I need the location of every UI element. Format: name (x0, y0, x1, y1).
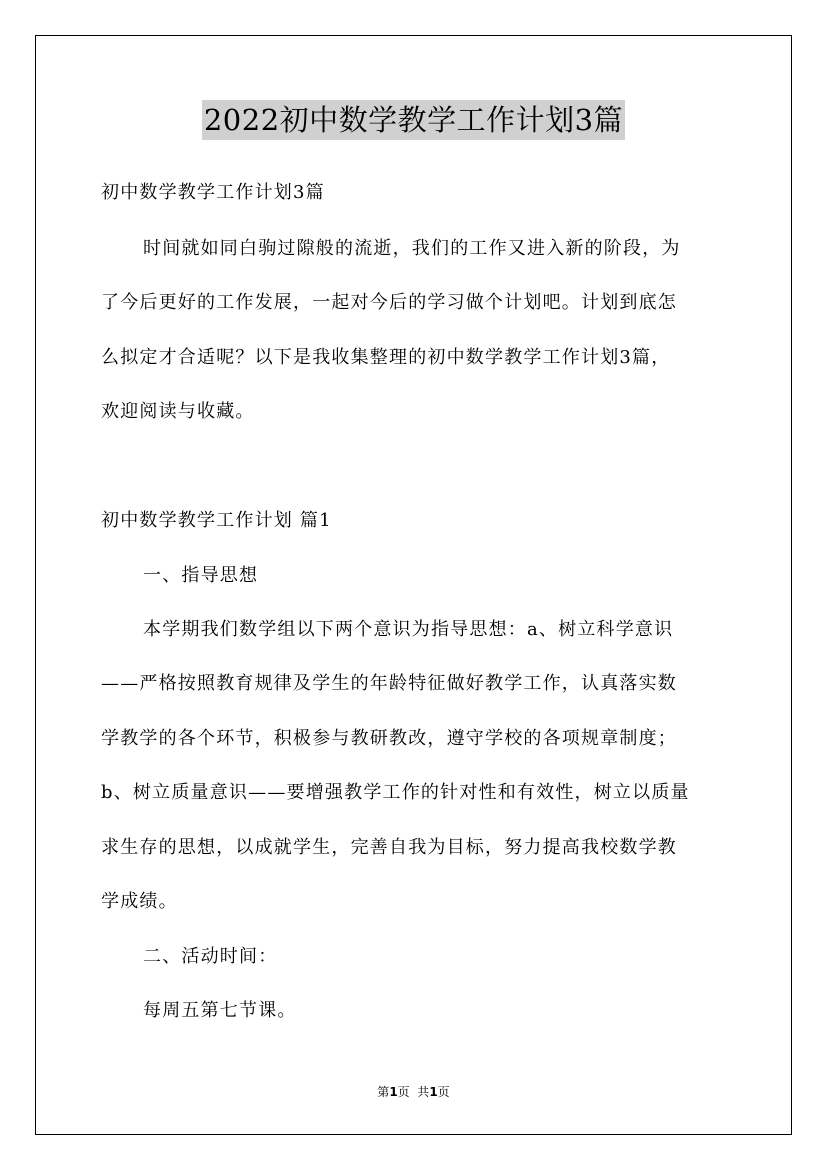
item1-line-2: ——严格按照教育规律及学生的年龄特征做好教学工作，认真落实数 (101, 673, 677, 694)
item1-line-6: 学成绩。 (101, 891, 178, 912)
item1-line-3: 学教学的各个环节，积极参与教研教改，遵守学校的各项规章制度； (101, 728, 677, 749)
footer-suffix: 页 (437, 1085, 450, 1099)
item2-body: 每周五第七节课。 (143, 1000, 297, 1021)
page-footer (0, 1082, 827, 1102)
item1-line-5: 求生存的思想，以成就学生，完善自我为目标，努力提高我校数学教 (101, 837, 677, 858)
intro-line-4: 欢迎阅读与收藏。 (101, 401, 255, 422)
footer-total-pages: 1 (429, 1085, 438, 1099)
title-container (0, 100, 827, 140)
item1-heading: 一、指导思想 (143, 565, 259, 586)
item1-line-1: 本学期我们数学组以下两个意识为指导思想：a、树立科学意识 (143, 619, 674, 640)
item1-line-4: b、树立质量意识——要增强教学工作的针对性和有效性，树立以质量 (101, 782, 690, 803)
intro-line-2: 了今后更好的工作发展，一起对今后的学习做个计划吧。计划到底怎 (101, 292, 677, 313)
intro-line-1: 时间就如同白驹过隙般的流逝，我们的工作又进入新的阶段，为 (143, 238, 681, 259)
section1-heading: 初中数学教学工作计划 篇1 (101, 510, 332, 531)
subtitle: 初中数学教学工作计划3篇 (101, 182, 325, 203)
footer-mid: 页 共 (397, 1085, 430, 1099)
intro-line-3: 么拟定才合适呢？以下是我收集整理的初中数学教学工作计划3篇， (101, 347, 671, 368)
document-title: 2022初中数学教学工作计划3篇 (202, 100, 625, 140)
footer-page-number: 1 (389, 1085, 398, 1099)
footer-prefix: 第 (377, 1085, 390, 1099)
item2-heading: 二、活动时间： (143, 946, 278, 967)
